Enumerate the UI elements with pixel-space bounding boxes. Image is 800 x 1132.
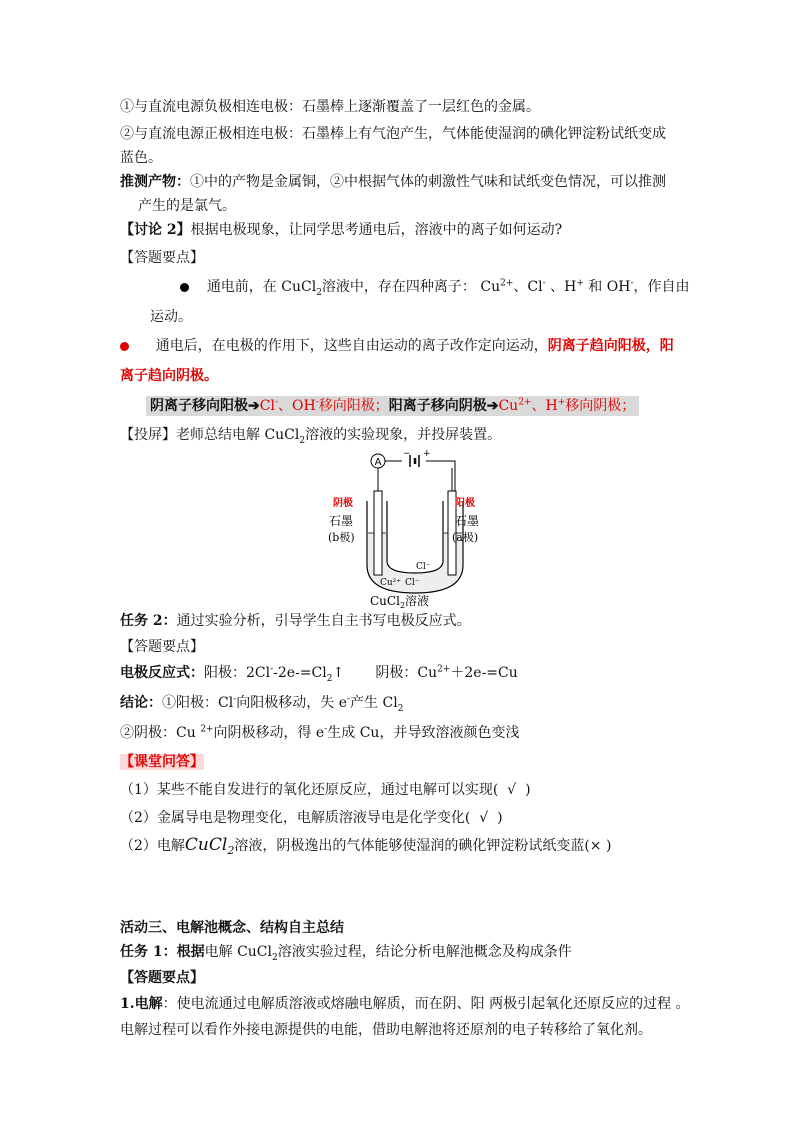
solution-label: CuCl$_2$溶液 xyxy=(370,594,430,610)
qa-item-2: （2）金属导电是物理变化，电解质溶液导电是化学变化( √ ) xyxy=(120,810,503,826)
answer-key-heading-2: 【答题要点】 xyxy=(120,639,204,655)
electrolysis-definition: 1.电解：使电流通过电解质溶液或熔融电解质，而在阴、阳 两极引起氧化还原反应的过程 。 xyxy=(120,996,690,1012)
svg-text:阴极: 阴极 xyxy=(333,498,353,509)
svg-text:(a极): (a极) xyxy=(452,531,479,544)
observation-2: ②与直流电源正极相连电极：石墨棒上有气泡产生，气体能使湿润的碘化钾淀粉试纸变成 xyxy=(120,126,666,142)
bullet-icon xyxy=(120,342,129,351)
observation-2-cont: 蓝色。 xyxy=(120,150,162,166)
qa-item-3: （2）电解CuCl$_2$溶液，阴极逸出的气体能够使湿润的碘化钾淀粉试纸变蓝(× ) xyxy=(120,835,612,857)
bullet-icon xyxy=(180,283,189,292)
task-2: 任务 2：通过实验分析，引导学生自主书写电极反应式。 xyxy=(120,613,471,629)
bullet-before-power: 通电前，在 CuCl$_2$溶液中，存在四种离子： $Cu^{2+}$、Cl- 、H+ 和 OH-，作自由 xyxy=(180,277,690,297)
activity-3-heading: 活动三、电解池概念、结构自主总结 xyxy=(120,920,344,936)
svg-text:Cl⁻: Cl⁻ xyxy=(416,562,431,572)
observation-1: ①与直流电源负极相连电极：石墨棒上逐渐覆盖了一层红色的金属。 xyxy=(120,99,540,115)
svg-text:Cu²⁺: Cu²⁺ xyxy=(380,578,402,588)
electrode-equations: 电极反应式：阳极：$2Cl^--2e-=Cl_2↑$ 阴极：$Cu^{2+}+2e-=Cu$ xyxy=(120,664,518,684)
svg-text:−: − xyxy=(403,449,411,459)
svg-text:+: + xyxy=(423,449,431,459)
discussion-2: 【讨论 2】根据电极现象，让同学思考通电后，溶液中的离子如何运动? xyxy=(120,222,563,238)
qa-item-1: （1）某些不能自发进行的氧化还原反应，通过电解可以实现( √ ) xyxy=(120,782,531,798)
answer-key-heading: 【答题要点】 xyxy=(120,250,204,266)
task-1: 任务 1：根据电解 CuCl$_2$溶液实验过程，结论分析电解池概念及构成条件 xyxy=(120,944,572,963)
conclusion-1: 结论：①阳极：Cl-向阳极移动，失 e-产生 $Cl_2$ xyxy=(120,694,404,714)
svg-text:石墨: 石墨 xyxy=(329,514,354,528)
bullet-after-power-cont: 离子趋向阴极。 xyxy=(120,368,218,384)
bullet-after-power: 通电后，在电极的作用下，这些自由运动的离子改作定向运动，阴离子趋向阳极，阳 xyxy=(120,336,674,356)
ion-movement-summary: 阴离子移向阳极➔Cl-、OH-移向阳极；阳离子移向阴极$➔Cu^{2+}$、H+移向阴极； xyxy=(146,396,639,416)
svg-text:Cl⁻: Cl⁻ xyxy=(405,578,420,588)
svg-text:A: A xyxy=(374,457,382,468)
electrolysis-diagram xyxy=(315,443,485,610)
electrolysis-definition-cont: 电解过程可以看作外接电源提供的电能，借助电解池将还原剂的电子转移给了氧化剂。 xyxy=(120,1022,652,1038)
infer-products: 推测产物：①中的产物是金属铜，②中根据气体的刺激性气味和试纸变色情况，可以推测 xyxy=(120,174,666,190)
bullet-before-power-cont: 运动。 xyxy=(150,309,192,325)
screen-projection: 【投屏】老师总结电解 CuCl$_2$溶液的实验现象，并投屏装置。 xyxy=(120,427,502,446)
infer-products-cont: 产生的是氯气。 xyxy=(138,198,236,214)
svg-text:(b极): (b极) xyxy=(328,531,355,544)
svg-text:阳极: 阳极 xyxy=(455,498,475,509)
conclusion-2: ②阴极：Cu $^{2+}$向阴极移动，得 e-生成 Cu，并导致溶液颜色变浅 xyxy=(120,724,520,741)
classroom-qa-title: 【课堂问答】 xyxy=(120,754,204,770)
svg-text:石墨: 石墨 xyxy=(455,514,480,528)
answer-key-heading-3: 【答题要点】 xyxy=(120,970,204,986)
